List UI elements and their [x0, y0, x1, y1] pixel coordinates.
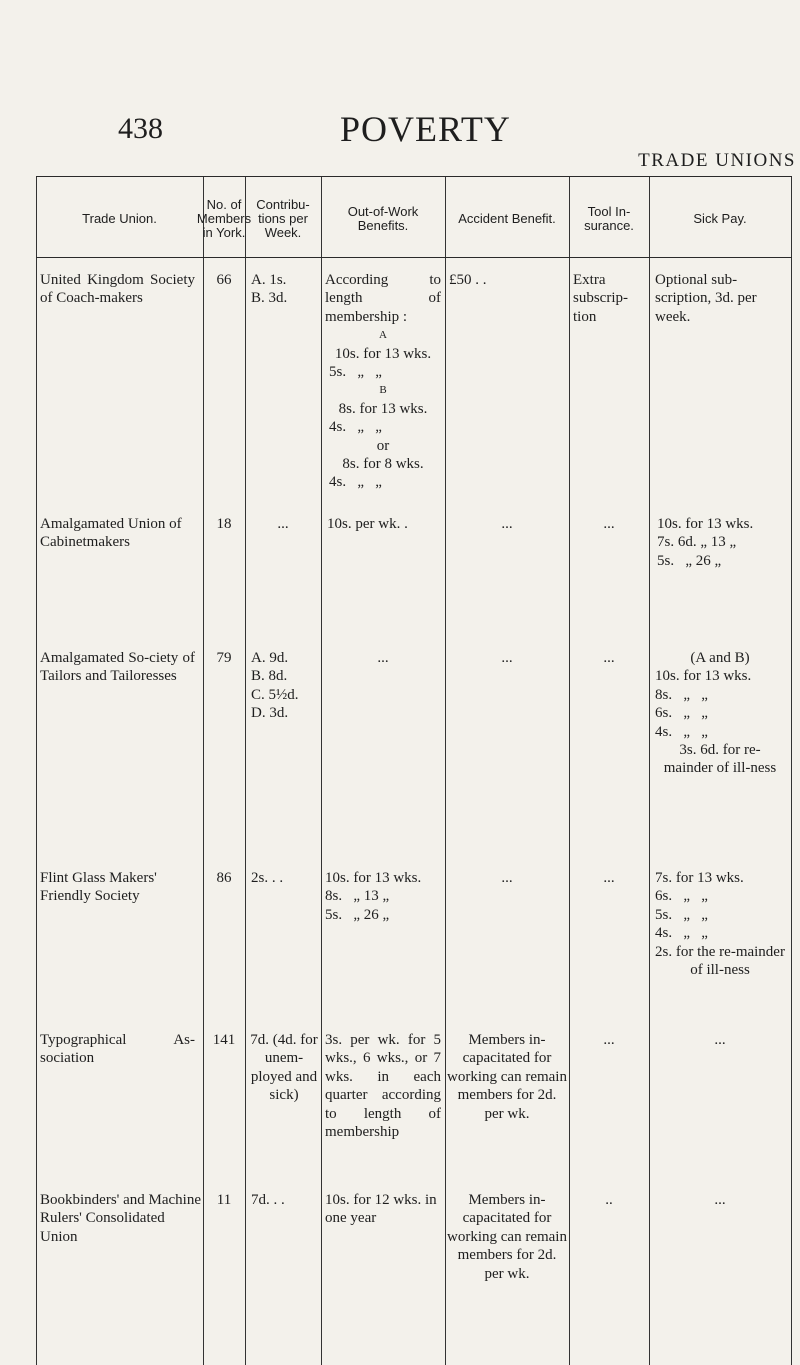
page-number: 438: [118, 112, 163, 145]
column-rule: [245, 177, 246, 1365]
row-union-name: Typographical As-sociation: [40, 1032, 195, 1067]
row-union-name: United Kingdom Society of Coach-makers: [40, 272, 195, 307]
row-sick-pay: (A and B) 10s. for 13 wks. 8s. „ „ 6s. „ „ 4s. „ „ 3s. 6d. for re-mainder of ill-ness: [655, 650, 777, 777]
row-contributions: 7d. (4d. for unem-ployed and sick): [250, 1032, 318, 1104]
column-header-contributions: Contribu- tions per Week.: [256, 197, 310, 240]
column-header-members: No. of Members in York.: [196, 197, 252, 240]
row-out-of-work: 10s. for 13 wks. 8s. „ 13 „ 5s. „ 26 „: [325, 870, 422, 923]
row-sick-pay: 7s. for 13 wks. 6s. „ „ 5s. „ „ 4s. „ „ 2s. for the re-mainder of ill-ness: [655, 870, 785, 979]
row-tool-insurance: ..: [605, 1192, 613, 1208]
column-rule: [321, 177, 322, 1365]
column-header-out-of-work: Out-of-Work Benefits.: [347, 204, 419, 233]
row-tool-insurance: ...: [603, 1032, 615, 1048]
row-sick-pay: Optional sub-scription, 3d. per week.: [655, 272, 757, 325]
row-sick-pay: 10s. for 13 wks. 7s. 6d. „ 13 „ 5s. „ 26 „: [657, 516, 754, 569]
row-sick-pay: ...: [714, 1192, 726, 1208]
section-head: TRADE UNIONS: [638, 150, 796, 171]
row-union-name: Amalgamated So-ciety of Tailors and Tailoresses: [40, 650, 195, 685]
column-rule: [445, 177, 446, 1365]
row-accident: £50 . .: [449, 272, 487, 288]
row-accident: Members in-capacitated for working can remain members for 2d. per wk.: [447, 1032, 567, 1122]
row-union-name: Bookbinders' and Machine Rulers' Consolidated Union: [40, 1192, 202, 1245]
row-accident: ...: [501, 516, 513, 532]
row-union-name: Amalgamated Union of Cabinetmakers: [40, 516, 182, 551]
row-accident: Members in-capacitated for working can remain members for 2d. per wk.: [447, 1192, 567, 1282]
row-accident: ...: [501, 870, 513, 886]
row-out-of-work: 3s. per wk. for 5 wks., 6 wks., or 7 wks. in each quarter according to length of membership: [325, 1032, 441, 1141]
column-header-sick-pay: Sick Pay.: [693, 211, 747, 226]
header-rule: [36, 257, 792, 258]
row-tool-insurance: ...: [603, 870, 615, 886]
row-out-of-work: 10s. for 12 wks. in one year: [325, 1192, 437, 1227]
row-out-of-work: 10s. per wk. .: [327, 516, 408, 532]
row-members: 79: [216, 650, 232, 666]
row-union-name: Flint Glass Makers' Friendly Society: [40, 870, 157, 905]
row-members: 66: [216, 272, 232, 288]
column-header-tool-insurance: Tool In- surance.: [584, 204, 634, 233]
column-header-accident: Accident Benefit.: [458, 211, 556, 226]
column-header-trade-union: Trade Union.: [82, 211, 157, 226]
row-members: 11: [216, 1192, 232, 1208]
column-rule: [36, 177, 37, 1365]
row-tool-insurance: Extra subscrip-tion: [573, 272, 628, 325]
column-rule: [569, 177, 570, 1365]
row-members: 86: [216, 870, 232, 886]
row-sick-pay: ...: [714, 1032, 726, 1048]
trade-union-table: [36, 176, 792, 1365]
row-out-of-work: According to length of membership : A 10s. for 13 wks. 5s. „ „ B 8s. for 13 wks. 4s. „ „ or 8s. for 8 wks. 4s. „ „: [325, 272, 441, 491]
running-head: POVERTY: [340, 109, 511, 149]
row-tool-insurance: ...: [603, 650, 615, 666]
row-out-of-work: ...: [377, 650, 389, 666]
column-rule: [649, 177, 650, 1365]
column-rule: [791, 177, 792, 1365]
row-contributions: ...: [277, 516, 289, 532]
row-contributions: 7d. . .: [251, 1192, 285, 1208]
row-contributions: A. 1s. B. 3d.: [251, 272, 288, 307]
row-contributions: A. 9d. B. 8d. C. 5½d. D. 3d.: [251, 650, 299, 722]
row-members: 18: [216, 516, 232, 532]
column-rule: [203, 177, 204, 1365]
row-contributions: 2s. . .: [251, 870, 284, 886]
row-members: 141: [212, 1032, 236, 1048]
row-tool-insurance: ...: [603, 516, 615, 532]
row-accident: ...: [501, 650, 513, 666]
